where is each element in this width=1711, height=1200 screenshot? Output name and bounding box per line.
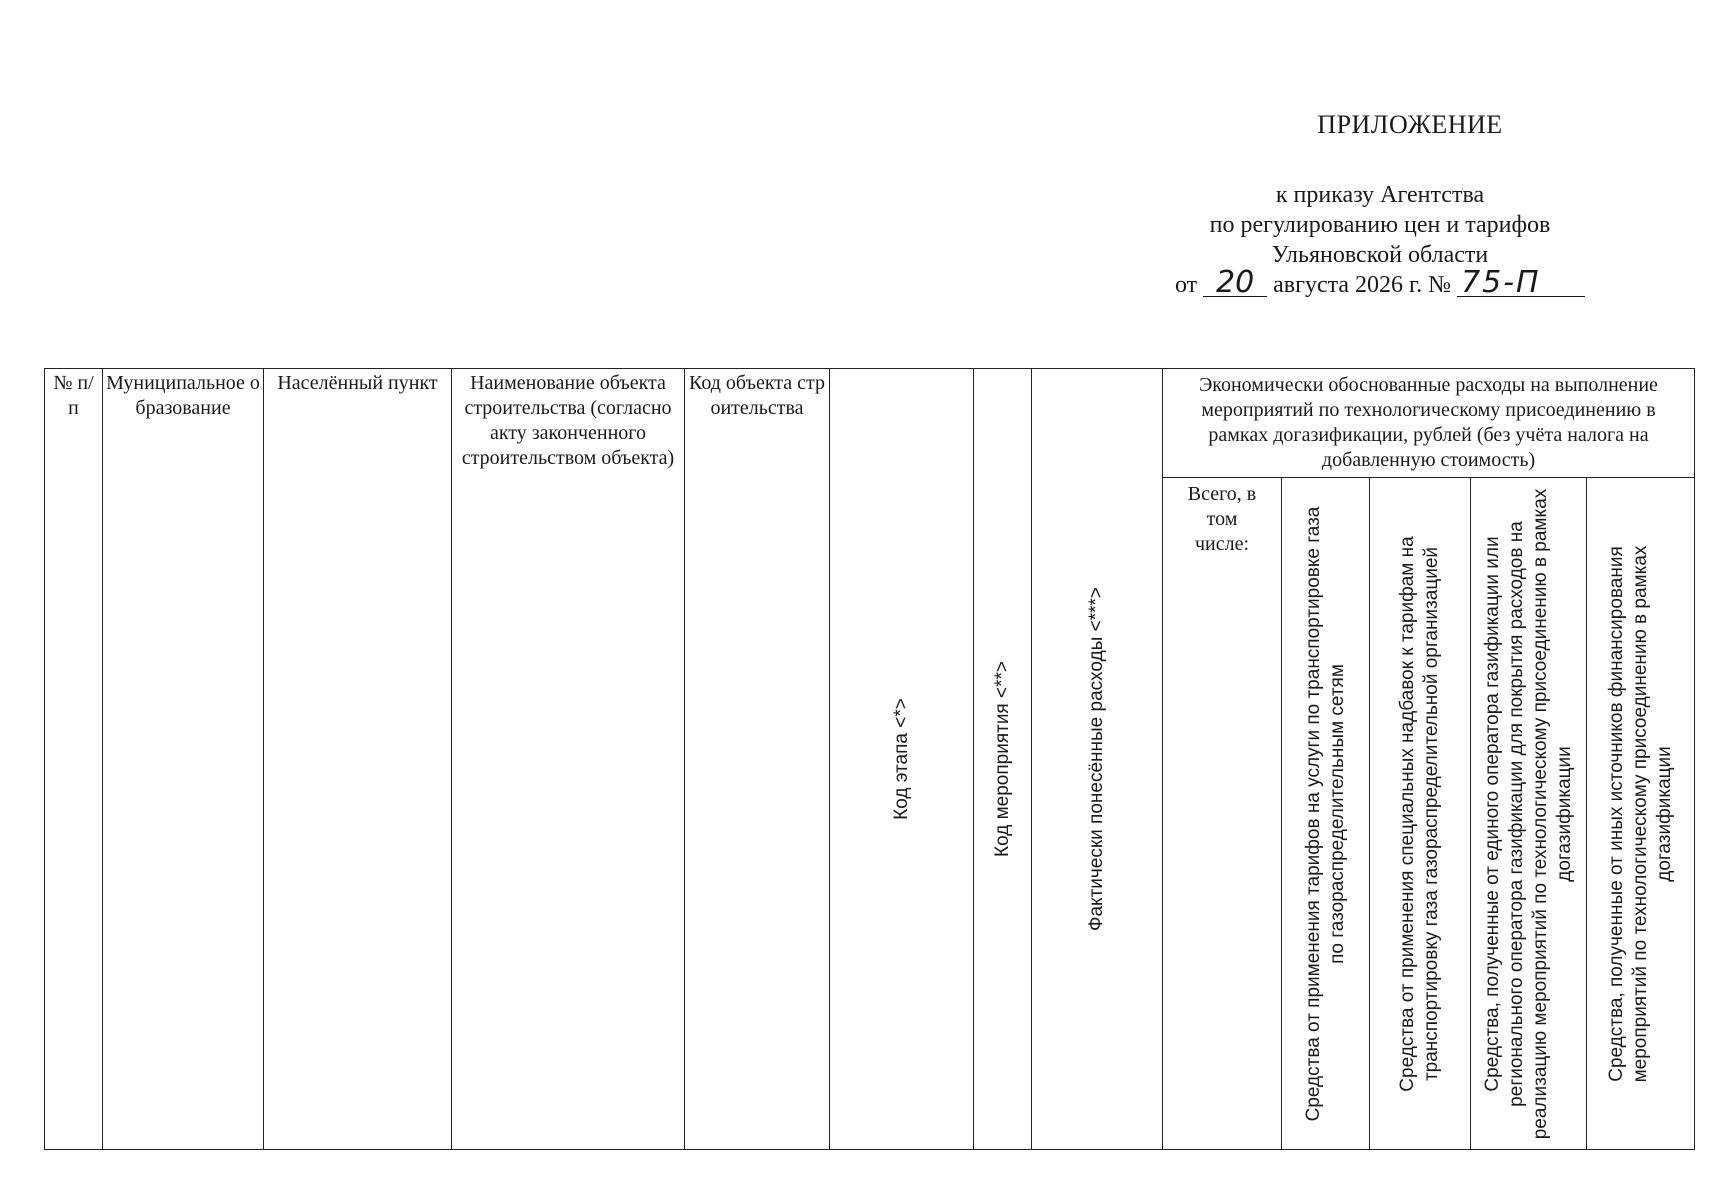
actual-costs-label: Фактически понесённые расходы <***> xyxy=(1086,587,1107,931)
header-cell-object-code: Код объекта строительства xyxy=(685,369,830,1150)
header-cell-settlement: Населённый пункт xyxy=(264,369,452,1150)
surcharges-label: Средства от применения специальных надбавок к тарифам на транспортировку газа газораспределительной организацией xyxy=(1397,535,1442,1092)
header-cell-total: Всего, в том числе: xyxy=(1163,478,1282,1150)
measure-code-label: Код мероприятия <**> xyxy=(991,661,1013,857)
header-cell-surcharges xyxy=(1370,478,1471,1150)
tariffs-label: Средства от применения тарифов на услуги по транспортировке газа по газораспределительным сетям xyxy=(1302,506,1348,1121)
order-reference-line-2: по регулированию цен и тарифов xyxy=(1209,212,1551,238)
costs-table xyxy=(44,368,1695,1150)
stage-code-label: Код этапа <*> xyxy=(890,698,912,820)
handwritten-order-number: 75-П xyxy=(1457,270,1585,297)
date-rest: августа 2026 г. № xyxy=(1273,272,1452,298)
handwritten-day: 20 xyxy=(1203,270,1267,297)
operator-label: Средства, полученные от единого оператора газификации или регионального оператора газификации для покрытия расходов на реализацию мероприятий по технологическому присоединению в рамках догазификации xyxy=(1481,488,1575,1139)
order-reference-line-3: Ульяновской области xyxy=(1271,242,1489,268)
order-dateline xyxy=(1080,265,1680,300)
header-cell-num: № п/п xyxy=(45,369,103,1150)
header-cell-tariffs xyxy=(1282,478,1370,1150)
appendix-header xyxy=(1080,110,1680,300)
header-cell-measure-code xyxy=(974,369,1032,1150)
header-cell-group: Экономически обоснованные расходы на выполнение мероприятий по технологическому присоединению в рамках догазификации, рублей (без учёта налога на добавленную стоимость) xyxy=(1163,369,1695,478)
header-cell-operator xyxy=(1471,478,1587,1150)
header-cell-object-name: Наименование объекта строительства (согласно акту законченного строительством объекта) xyxy=(452,369,685,1150)
header-cell-stage-code xyxy=(830,369,974,1150)
order-reference xyxy=(1080,180,1680,270)
date-prefix: от xyxy=(1174,272,1198,298)
order-reference-line-1: к приказу Агентства xyxy=(1275,182,1485,208)
header-cell-municipality: Муниципальное образование xyxy=(103,369,264,1150)
other-label: Средства, полученные от иных источников финансирования мероприятий по технологическому присоединению в рамках догазификации xyxy=(1605,545,1675,1082)
appendix-title: ПРИЛОЖЕНИЕ xyxy=(1317,110,1503,139)
header-cell-actual-costs xyxy=(1032,369,1163,1150)
header-cell-other xyxy=(1587,478,1695,1150)
